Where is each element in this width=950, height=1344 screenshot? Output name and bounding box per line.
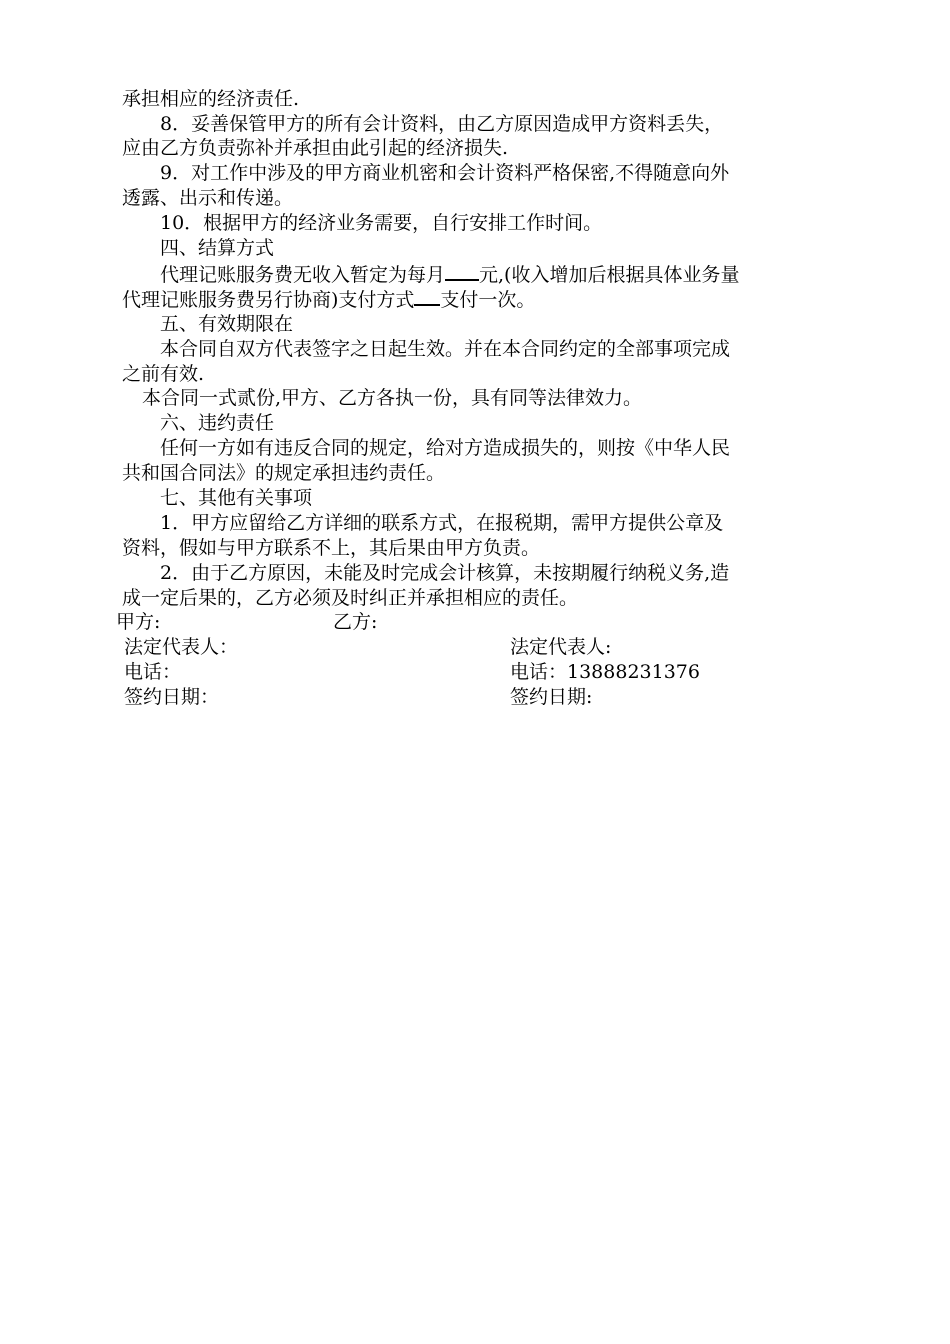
text-line: 应由乙方负责弥补并承担由此引起的经济损失.	[122, 137, 509, 159]
fee-text-d: 支付一次。	[440, 289, 536, 311]
text-line: 成一定后果的，乙方必须及时纠正并承担相应的责任。	[122, 587, 579, 609]
fee-amount-blank	[445, 261, 479, 281]
party-b-label: 乙方:	[333, 611, 378, 633]
party-a-representative: 法定代表人：	[124, 636, 239, 658]
party-b-representative: 法定代表人:	[510, 636, 612, 658]
payment-blank	[414, 286, 440, 306]
section-heading: 四、结算方式	[160, 237, 275, 259]
party-b-phone: 电话：13888231376	[510, 661, 700, 683]
text-line: 8．妥善保管甲方的所有会计资料，由乙方原因造成甲方资料丢失，	[160, 113, 724, 135]
text-line: 本合同自双方代表签字之日起生效。并在本合同约定的全部事项完成	[160, 338, 731, 360]
text-line: 本合同一式贰份,甲方、乙方各执一份，具有同等法律效力。	[142, 387, 643, 409]
party-b-sign-date: 签约日期:	[510, 686, 593, 708]
text-line: 1．甲方应留给乙方详细的联系方式，在报税期，需甲方提供公章及	[160, 512, 724, 534]
party-a-sign-date: 签约日期：	[124, 686, 220, 708]
text-line: 资料，假如与甲方联系不上，其后果由甲方负责。	[122, 537, 541, 559]
party-a-phone: 电话：	[124, 661, 182, 683]
text-line: 共和国合同法》的规定承担违约责任。	[122, 462, 446, 484]
fee-text-c: 代理记账服务费另行协商)支付方式	[122, 289, 415, 311]
section-heading: 五、有效期限在	[160, 313, 294, 335]
text-line: 任何一方如有违反合同的规定，给对方造成损失的，则按《中华人民	[160, 437, 731, 459]
fee-line	[160, 261, 739, 285]
fee-text-b: 元,(收入增加后根据具体业务量	[479, 264, 740, 286]
section-heading: 六、违约责任	[160, 412, 275, 434]
text-line: 2．由于乙方原因，未能及时完成会计核算，未按期履行纳税义务,造	[160, 562, 730, 584]
text-line: 10．根据甲方的经济业务需要，自行安排工作时间。	[160, 212, 603, 234]
section-heading: 七、其他有关事项	[160, 487, 313, 509]
text-line: 9．对工作中涉及的甲方商业机密和会计资料严格保密,不得随意向外	[160, 162, 730, 184]
text-line: 透露、出示和传递。	[122, 187, 294, 209]
party-a-label: 甲方:	[116, 611, 161, 633]
text-line: 承担相应的经济责任.	[122, 88, 300, 110]
fee-text-a: 代理记账服务费无收入暂定为每月	[160, 264, 446, 286]
payment-line	[122, 286, 535, 310]
text-line: 之前有效.	[122, 363, 205, 385]
